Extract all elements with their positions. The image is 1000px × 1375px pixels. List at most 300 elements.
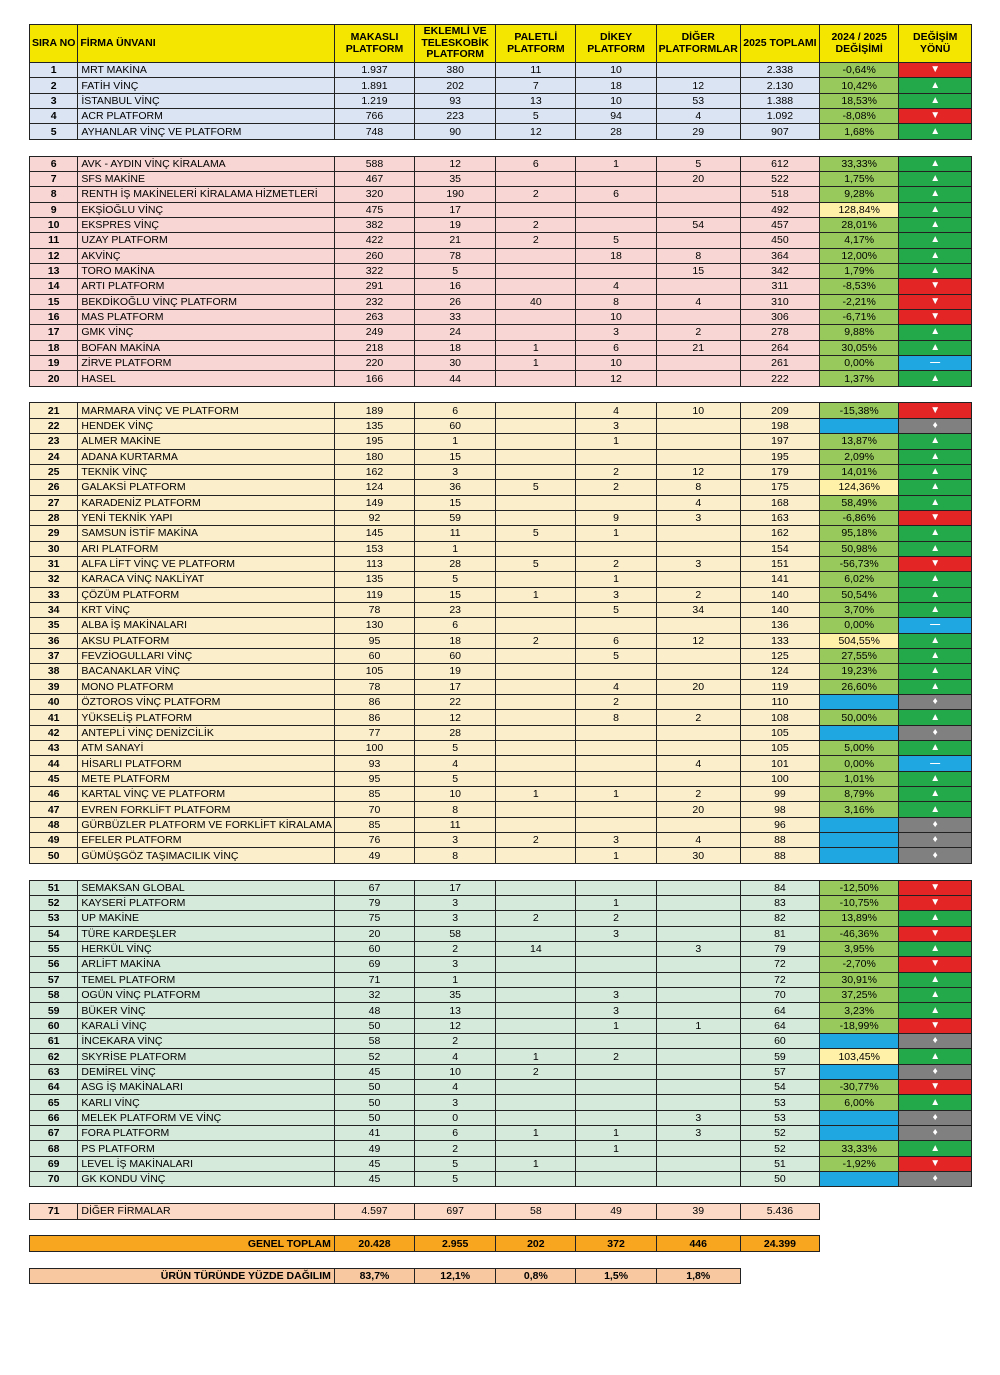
dikey-cell bbox=[576, 217, 656, 232]
dikey-cell: 1 bbox=[576, 434, 656, 449]
diger-cell: 29 bbox=[656, 124, 740, 139]
paletli-cell: 2 bbox=[496, 217, 576, 232]
firma-cell: LEVEL İŞ MAKİNALARI bbox=[78, 1156, 335, 1171]
dikey-cell: 2 bbox=[576, 464, 656, 479]
spacer-cell bbox=[30, 1187, 972, 1204]
direction-down-icon: ▼ bbox=[899, 556, 972, 571]
eklemli-cell: 59 bbox=[415, 510, 496, 525]
table-row bbox=[30, 1156, 972, 1171]
sira-no-cell: 49 bbox=[30, 833, 78, 848]
makasli-cell: 70 bbox=[334, 802, 414, 817]
eklemli-cell: 380 bbox=[415, 63, 496, 78]
table-row bbox=[30, 756, 972, 771]
eklemli-cell: 60 bbox=[415, 418, 496, 433]
sira-no-cell: 47 bbox=[30, 802, 78, 817]
toplam-cell: 72 bbox=[740, 972, 819, 987]
degisim-cell: 13,87% bbox=[820, 434, 899, 449]
spacer-cell bbox=[30, 1251, 972, 1268]
diger-cell: 15 bbox=[656, 263, 740, 278]
table-row bbox=[30, 1018, 972, 1033]
header-paletli: PALETLİ PLATFORM bbox=[496, 25, 576, 63]
degisim-cell: 6,02% bbox=[820, 572, 899, 587]
eklemli-cell: 60 bbox=[415, 648, 496, 663]
sira-no-cell: 27 bbox=[30, 495, 78, 510]
direction-up-icon: ▲ bbox=[899, 787, 972, 802]
makasli-cell: 45 bbox=[334, 1156, 414, 1171]
toplam-cell: 612 bbox=[740, 156, 819, 171]
makasli-cell: 45 bbox=[334, 1172, 414, 1187]
eklemli-cell: 36 bbox=[415, 480, 496, 495]
degisim-cell: 1,75% bbox=[820, 171, 899, 186]
eklemli-cell: 12 bbox=[415, 710, 496, 725]
toplam-cell: 261 bbox=[740, 355, 819, 370]
eklemli-cell: 28 bbox=[415, 556, 496, 571]
dikey-cell: 1 bbox=[576, 848, 656, 863]
toplam-cell: 100 bbox=[740, 771, 819, 786]
dikey-cell: 3 bbox=[576, 587, 656, 602]
sira-no-cell: 26 bbox=[30, 480, 78, 495]
toplam-cell: 84 bbox=[740, 880, 819, 895]
paletli-cell bbox=[496, 202, 576, 217]
toplam-cell: 140 bbox=[740, 587, 819, 602]
firma-cell: İSTANBUL VİNÇ bbox=[78, 93, 335, 108]
firma-cell: AKSU PLATFORM bbox=[78, 633, 335, 648]
toplam-cell: 83 bbox=[740, 895, 819, 910]
toplam-cell: 81 bbox=[740, 926, 819, 941]
makasli-cell: 32 bbox=[334, 987, 414, 1002]
makasli-cell: 145 bbox=[334, 526, 414, 541]
toplam-cell: 450 bbox=[740, 233, 819, 248]
table-row bbox=[30, 1172, 972, 1187]
total-toplam-cell: 24.399 bbox=[740, 1236, 819, 1251]
dikey-cell: 4 bbox=[576, 403, 656, 418]
makasli-cell: 135 bbox=[334, 572, 414, 587]
firma-cell: EKSPRES VİNÇ bbox=[78, 217, 335, 232]
toplam-cell: 64 bbox=[740, 1018, 819, 1033]
toplam-cell: 124 bbox=[740, 664, 819, 679]
firma-cell: MARMARA VİNÇ VE PLATFORM bbox=[78, 403, 335, 418]
sira-no-cell: 10 bbox=[30, 217, 78, 232]
dikey-cell: 3 bbox=[576, 325, 656, 340]
diger-cell: 2 bbox=[656, 710, 740, 725]
firma-cell: SFS MAKİNE bbox=[78, 171, 335, 186]
direction-none-icon: ♦ bbox=[899, 817, 972, 832]
toplam-cell: 1.092 bbox=[740, 109, 819, 124]
diger-cell bbox=[656, 1034, 740, 1049]
sira-no-cell: 62 bbox=[30, 1049, 78, 1064]
firma-cell: MRT MAKİNA bbox=[78, 63, 335, 78]
makasli-cell: 58 bbox=[334, 1034, 414, 1049]
diger-cell bbox=[656, 1003, 740, 1018]
degisim-cell: 2,09% bbox=[820, 449, 899, 464]
direction-up-icon: ▲ bbox=[899, 263, 972, 278]
eklemli-cell: 2 bbox=[415, 941, 496, 956]
paletli-cell bbox=[496, 926, 576, 941]
diger-cell: 3 bbox=[656, 941, 740, 956]
makasli-cell: 95 bbox=[334, 771, 414, 786]
table-row bbox=[30, 233, 972, 248]
diger-cell bbox=[656, 972, 740, 987]
diger-cell: 2 bbox=[656, 325, 740, 340]
header-dikey: DİKEY PLATFORM bbox=[576, 25, 656, 63]
eklemli-cell: 1 bbox=[415, 541, 496, 556]
eklemli-cell: 3 bbox=[415, 895, 496, 910]
table-row bbox=[30, 510, 972, 525]
toplam-cell: 2.338 bbox=[740, 63, 819, 78]
diger-cell: 3 bbox=[656, 1126, 740, 1141]
paletli-cell bbox=[496, 325, 576, 340]
eklemli-cell: 5 bbox=[415, 572, 496, 587]
toplam-cell: 141 bbox=[740, 572, 819, 587]
direction-up-icon: ▲ bbox=[899, 972, 972, 987]
diger-cell bbox=[656, 1172, 740, 1187]
dikey-cell: 1 bbox=[576, 1126, 656, 1141]
makasli-cell: 77 bbox=[334, 725, 414, 740]
diger-cell: 34 bbox=[656, 602, 740, 617]
sira-no-cell: 64 bbox=[30, 1080, 78, 1095]
dikey-cell bbox=[576, 1080, 656, 1095]
dikey-cell: 10 bbox=[576, 355, 656, 370]
makasli-cell: 748 bbox=[334, 124, 414, 139]
makasli-cell: 60 bbox=[334, 941, 414, 956]
toplam-cell: 108 bbox=[740, 710, 819, 725]
paletli-cell: 2 bbox=[496, 187, 576, 202]
eklemli-cell: 190 bbox=[415, 187, 496, 202]
firma-cell: ASG İŞ MAKİNALARI bbox=[78, 1080, 335, 1095]
sira-no-cell: 43 bbox=[30, 741, 78, 756]
total-makasli-cell: 20.428 bbox=[334, 1236, 414, 1251]
direction-up-icon: ▲ bbox=[899, 679, 972, 694]
dikey-cell bbox=[576, 171, 656, 186]
direction-flat-icon: — bbox=[899, 756, 972, 771]
diger-cell: 3 bbox=[656, 1110, 740, 1125]
eklemli-cell: 11 bbox=[415, 817, 496, 832]
paletli-cell bbox=[496, 771, 576, 786]
dikey-cell: 2 bbox=[576, 911, 656, 926]
firma-cell: ARLİFT MAKİNA bbox=[78, 957, 335, 972]
degisim-cell: -2,70% bbox=[820, 957, 899, 972]
sira-no-cell: 11 bbox=[30, 233, 78, 248]
eklemli-cell: 16 bbox=[415, 279, 496, 294]
firma-cell: UP MAKİNE bbox=[78, 911, 335, 926]
diger-cell: 21 bbox=[656, 340, 740, 355]
toplam-cell: 51 bbox=[740, 1156, 819, 1171]
firma-cell: ÖZTOROS VİNÇ PLATFORM bbox=[78, 695, 335, 710]
table-row bbox=[30, 309, 972, 324]
eklemli-cell: 2 bbox=[415, 1034, 496, 1049]
paletli-cell: 1 bbox=[496, 787, 576, 802]
sira-no-cell: 16 bbox=[30, 309, 78, 324]
dikey-cell: 1 bbox=[576, 895, 656, 910]
eklemli-cell: 4 bbox=[415, 756, 496, 771]
eklemli-cell: 78 bbox=[415, 248, 496, 263]
firma-cell: İNCEKARA VİNÇ bbox=[78, 1034, 335, 1049]
degisim-cell bbox=[820, 1034, 899, 1049]
paletli-cell bbox=[496, 618, 576, 633]
table-row bbox=[30, 156, 972, 171]
header-toplam: 2025 TOPLAMI bbox=[740, 25, 819, 63]
eklemli-cell: 12 bbox=[415, 156, 496, 171]
sira-no-cell: 33 bbox=[30, 587, 78, 602]
paletli-cell bbox=[496, 279, 576, 294]
direction-down-icon: ▼ bbox=[899, 895, 972, 910]
diger-cell: 2 bbox=[656, 587, 740, 602]
degisim-cell: 128,84% bbox=[820, 202, 899, 217]
eklemli-cell: 223 bbox=[415, 109, 496, 124]
toplam-cell: 99 bbox=[740, 787, 819, 802]
degisim-cell: 95,18% bbox=[820, 526, 899, 541]
diger-cell: 39 bbox=[656, 1204, 740, 1219]
direction-none-icon: ♦ bbox=[899, 848, 972, 863]
blank-cell bbox=[899, 1268, 972, 1283]
direction-none-icon: ♦ bbox=[899, 695, 972, 710]
firma-cell: ARTI PLATFORM bbox=[78, 279, 335, 294]
distribution-paletli-cell: 0,8% bbox=[496, 1268, 576, 1283]
firma-cell: BÜKER VİNÇ bbox=[78, 1003, 335, 1018]
header-makasli: MAKASLI PLATFORM bbox=[334, 25, 414, 63]
paletli-cell bbox=[496, 403, 576, 418]
direction-none-icon: ♦ bbox=[899, 1064, 972, 1079]
dikey-cell: 8 bbox=[576, 294, 656, 309]
firma-cell: TÜRE KARDEŞLER bbox=[78, 926, 335, 941]
eklemli-cell: 10 bbox=[415, 787, 496, 802]
sira-no-cell: 54 bbox=[30, 926, 78, 941]
makasli-cell: 92 bbox=[334, 510, 414, 525]
degisim-cell: 3,95% bbox=[820, 941, 899, 956]
table-row bbox=[30, 911, 972, 926]
dikey-cell bbox=[576, 1156, 656, 1171]
paletli-cell: 2 bbox=[496, 911, 576, 926]
ranking-table bbox=[29, 24, 972, 1284]
direction-none-icon: ♦ bbox=[899, 1110, 972, 1125]
diger-cell bbox=[656, 63, 740, 78]
table-row bbox=[30, 880, 972, 895]
degisim-cell bbox=[820, 1110, 899, 1125]
eklemli-cell: 5 bbox=[415, 263, 496, 278]
paletli-cell bbox=[496, 972, 576, 987]
firma-cell: ACR PLATFORM bbox=[78, 109, 335, 124]
dikey-cell: 2 bbox=[576, 1049, 656, 1064]
toplam-cell: 140 bbox=[740, 602, 819, 617]
eklemli-cell: 2 bbox=[415, 1141, 496, 1156]
toplam-cell: 168 bbox=[740, 495, 819, 510]
makasli-cell: 50 bbox=[334, 1110, 414, 1125]
table-row bbox=[30, 63, 972, 78]
eklemli-cell: 3 bbox=[415, 464, 496, 479]
diger-cell: 3 bbox=[656, 510, 740, 525]
dikey-cell: 5 bbox=[576, 602, 656, 617]
degisim-cell: 6,00% bbox=[820, 1095, 899, 1110]
firma-cell: KARACA VİNÇ NAKLİYAT bbox=[78, 572, 335, 587]
firma-cell: ATM SANAYİ bbox=[78, 741, 335, 756]
sira-no-cell: 20 bbox=[30, 371, 78, 386]
dikey-cell bbox=[576, 817, 656, 832]
paletli-cell bbox=[496, 1034, 576, 1049]
eklemli-cell: 5 bbox=[415, 771, 496, 786]
toplam-cell: 264 bbox=[740, 340, 819, 355]
makasli-cell: 588 bbox=[334, 156, 414, 171]
dikey-cell: 3 bbox=[576, 1003, 656, 1018]
eklemli-cell: 17 bbox=[415, 880, 496, 895]
makasli-cell: 195 bbox=[334, 434, 414, 449]
paletli-cell: 58 bbox=[496, 1204, 576, 1219]
distribution-eklemli-cell: 12,1% bbox=[415, 1268, 496, 1283]
sira-no-cell: 24 bbox=[30, 449, 78, 464]
degisim-cell: -12,50% bbox=[820, 880, 899, 895]
firma-cell: SKYRİSE PLATFORM bbox=[78, 1049, 335, 1064]
table-row bbox=[30, 895, 972, 910]
diger-cell bbox=[656, 648, 740, 663]
table-row bbox=[30, 602, 972, 617]
diger-cell bbox=[656, 187, 740, 202]
makasli-cell: 78 bbox=[334, 679, 414, 694]
eklemli-cell: 4 bbox=[415, 1080, 496, 1095]
firma-cell: EVREN FORKLİFT PLATFORM bbox=[78, 802, 335, 817]
toplam-cell: 151 bbox=[740, 556, 819, 571]
paletli-cell: 2 bbox=[496, 633, 576, 648]
degisim-cell: 50,98% bbox=[820, 541, 899, 556]
makasli-cell: 105 bbox=[334, 664, 414, 679]
group-spacer bbox=[30, 386, 972, 403]
eklemli-cell: 15 bbox=[415, 495, 496, 510]
paletli-cell: 1 bbox=[496, 355, 576, 370]
ranking-sheet bbox=[29, 24, 972, 1284]
toplam-cell: 162 bbox=[740, 526, 819, 541]
eklemli-cell: 13 bbox=[415, 1003, 496, 1018]
table-row bbox=[30, 556, 972, 571]
table-row bbox=[30, 464, 972, 479]
paletli-cell: 1 bbox=[496, 1126, 576, 1141]
degisim-cell: 1,68% bbox=[820, 124, 899, 139]
diger-cell: 12 bbox=[656, 633, 740, 648]
diger-cell: 3 bbox=[656, 556, 740, 571]
sira-no-cell: 57 bbox=[30, 972, 78, 987]
eklemli-cell: 3 bbox=[415, 957, 496, 972]
table-row bbox=[30, 1110, 972, 1125]
paletli-cell bbox=[496, 848, 576, 863]
toplam-cell: 136 bbox=[740, 618, 819, 633]
table-row bbox=[30, 279, 972, 294]
diger-cell: 4 bbox=[656, 109, 740, 124]
dikey-cell: 3 bbox=[576, 926, 656, 941]
firma-cell: FEVZİOGULLARI VİNÇ bbox=[78, 648, 335, 663]
toplam-cell: 60 bbox=[740, 1034, 819, 1049]
makasli-cell: 162 bbox=[334, 464, 414, 479]
blank-cell bbox=[820, 1236, 899, 1251]
degisim-cell: -46,36% bbox=[820, 926, 899, 941]
direction-up-icon: ▲ bbox=[899, 371, 972, 386]
degisim-cell: 124,36% bbox=[820, 480, 899, 495]
direction-down-icon: ▼ bbox=[899, 309, 972, 324]
table-row bbox=[30, 1003, 972, 1018]
degisim-cell bbox=[820, 848, 899, 863]
degisim-cell: 50,00% bbox=[820, 710, 899, 725]
spacer-cell bbox=[30, 386, 972, 403]
diger-cell bbox=[656, 434, 740, 449]
makasli-cell: 95 bbox=[334, 633, 414, 648]
dikey-cell: 1 bbox=[576, 1141, 656, 1156]
table-row bbox=[30, 618, 972, 633]
sira-no-cell: 28 bbox=[30, 510, 78, 525]
degisim-cell: 1,01% bbox=[820, 771, 899, 786]
table-row bbox=[30, 418, 972, 433]
diger-cell bbox=[656, 911, 740, 926]
diger-cell: 53 bbox=[656, 93, 740, 108]
degisim-cell bbox=[820, 418, 899, 433]
total-row bbox=[30, 1236, 972, 1251]
dikey-cell: 1 bbox=[576, 572, 656, 587]
table-row bbox=[30, 1141, 972, 1156]
dikey-cell: 12 bbox=[576, 371, 656, 386]
sira-no-cell: 23 bbox=[30, 434, 78, 449]
eklemli-cell: 17 bbox=[415, 679, 496, 694]
sira-no-cell: 55 bbox=[30, 941, 78, 956]
degisim-cell: 33,33% bbox=[820, 156, 899, 171]
direction-up-icon: ▲ bbox=[899, 1049, 972, 1064]
paletli-cell: 13 bbox=[496, 93, 576, 108]
dikey-cell bbox=[576, 957, 656, 972]
group-spacer bbox=[30, 1251, 972, 1268]
degisim-cell: 27,55% bbox=[820, 648, 899, 663]
paletli-cell bbox=[496, 541, 576, 556]
blank-cell bbox=[899, 1236, 972, 1251]
eklemli-cell: 12 bbox=[415, 1018, 496, 1033]
makasli-cell: 78 bbox=[334, 602, 414, 617]
firma-cell: AYHANLAR VİNÇ VE PLATFORM bbox=[78, 124, 335, 139]
makasli-cell: 113 bbox=[334, 556, 414, 571]
table-row bbox=[30, 725, 972, 740]
toplam-cell: 5.436 bbox=[740, 1204, 819, 1219]
dikey-cell: 1 bbox=[576, 1018, 656, 1033]
diger-cell bbox=[656, 725, 740, 740]
degisim-cell: 33,33% bbox=[820, 1141, 899, 1156]
makasli-cell: 166 bbox=[334, 371, 414, 386]
firma-cell: GK KONDU VİNÇ bbox=[78, 1172, 335, 1187]
sira-no-cell: 3 bbox=[30, 93, 78, 108]
eklemli-cell: 21 bbox=[415, 233, 496, 248]
firma-cell: GÜMÜŞGÖZ TAŞIMACILIK VİNÇ bbox=[78, 848, 335, 863]
paletli-cell: 2 bbox=[496, 1064, 576, 1079]
firma-cell: EFELER PLATFORM bbox=[78, 833, 335, 848]
firma-cell: ANTEPLİ VİNÇ DENİZCİLİK bbox=[78, 725, 335, 740]
blank-cell bbox=[899, 1204, 972, 1219]
sira-no-cell: 34 bbox=[30, 602, 78, 617]
diger-cell: 20 bbox=[656, 802, 740, 817]
eklemli-cell: 5 bbox=[415, 1156, 496, 1171]
toplam-cell: 163 bbox=[740, 510, 819, 525]
direction-down-icon: ▼ bbox=[899, 880, 972, 895]
eklemli-cell: 697 bbox=[415, 1204, 496, 1219]
firma-cell: KARLI VİNÇ bbox=[78, 1095, 335, 1110]
dikey-cell bbox=[576, 664, 656, 679]
makasli-cell: 45 bbox=[334, 1064, 414, 1079]
diger-cell bbox=[656, 741, 740, 756]
table-row bbox=[30, 1049, 972, 1064]
makasli-cell: 52 bbox=[334, 1049, 414, 1064]
sira-no-cell: 53 bbox=[30, 911, 78, 926]
sira-no-cell: 15 bbox=[30, 294, 78, 309]
toplam-cell: 105 bbox=[740, 725, 819, 740]
direction-up-icon: ▲ bbox=[899, 664, 972, 679]
firma-cell: GMK VİNÇ bbox=[78, 325, 335, 340]
sira-no-cell: 7 bbox=[30, 171, 78, 186]
makasli-cell: 260 bbox=[334, 248, 414, 263]
distribution-label: ÜRÜN TÜRÜNDE YÜZDE DAĞILIM bbox=[30, 1268, 335, 1283]
dikey-cell: 1 bbox=[576, 787, 656, 802]
dikey-cell: 1 bbox=[576, 156, 656, 171]
paletli-cell bbox=[496, 602, 576, 617]
degisim-cell: 8,79% bbox=[820, 787, 899, 802]
